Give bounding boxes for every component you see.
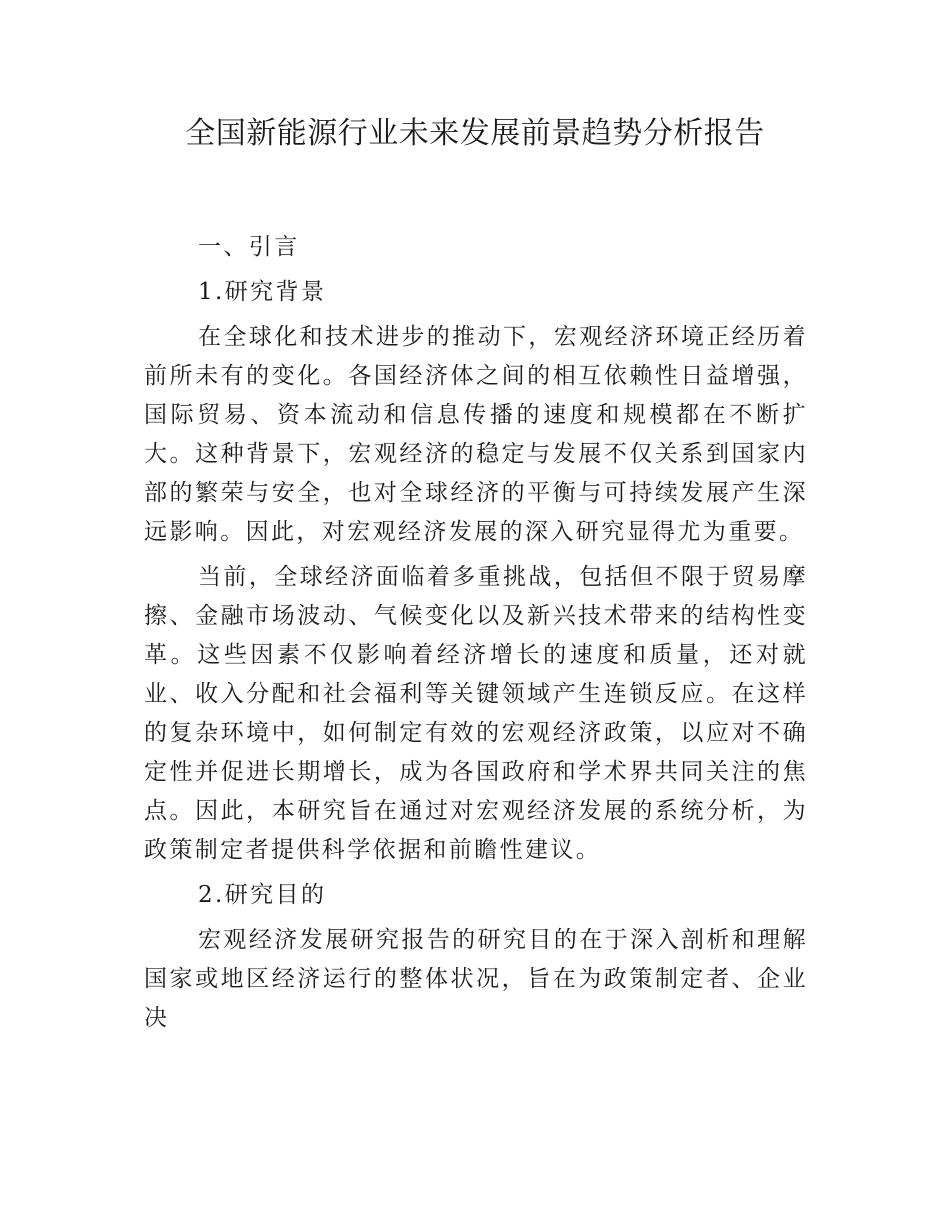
- section-heading-introduction: 一、引言: [198, 234, 300, 260]
- paragraph-purpose-1: 宏观经济发展研究报告的研究目的在于深入剖析和理解国家或地区经济运行的整体状况，旨在为政策制定者、企业决: [144, 927, 808, 1031]
- subsection-heading-purpose: 2.研究目的: [198, 882, 327, 908]
- document-body: [144, 228, 808, 1038]
- document-title: 全国新能源行业未来发展前景趋势分析报告: [185, 116, 765, 151]
- paragraph-background-2: 当前，全球经济面临着多重挑战，包括但不限于贸易摩擦、金融市场波动、气候变化以及新兴技术带来的结构性变革。这些因素不仅影响着经济增长的速度和质量，还对就业、收入分配和社会福利等关键领域产生连锁反应。在这样的复杂环境中，如何制定有效的宏观经济政策，以应对不确定性并促进长期增长，成为各国政府和学术界共同关注的焦点。因此，本研究旨在通过对宏观经济发展的系统分析，为政策制定者提供科学依据和前瞻性建议。: [144, 564, 808, 863]
- paragraph-background-1: 在全球化和技术进步的推动下，宏观经济环境正经历着前所未有的变化。各国经济体之间的相互依赖性日益增强，国际贸易、资本流动和信息传播的速度和规模都在不断扩大。这种背景下，宏观经济的稳定与发展不仅关系到国家内部的繁荣与安全，也对全球经济的平衡与可持续发展产生深远影响。因此，对宏观经济发展的深入研究显得尤为重要。: [144, 324, 808, 545]
- subsection-heading-background: 1.研究背景: [198, 279, 327, 305]
